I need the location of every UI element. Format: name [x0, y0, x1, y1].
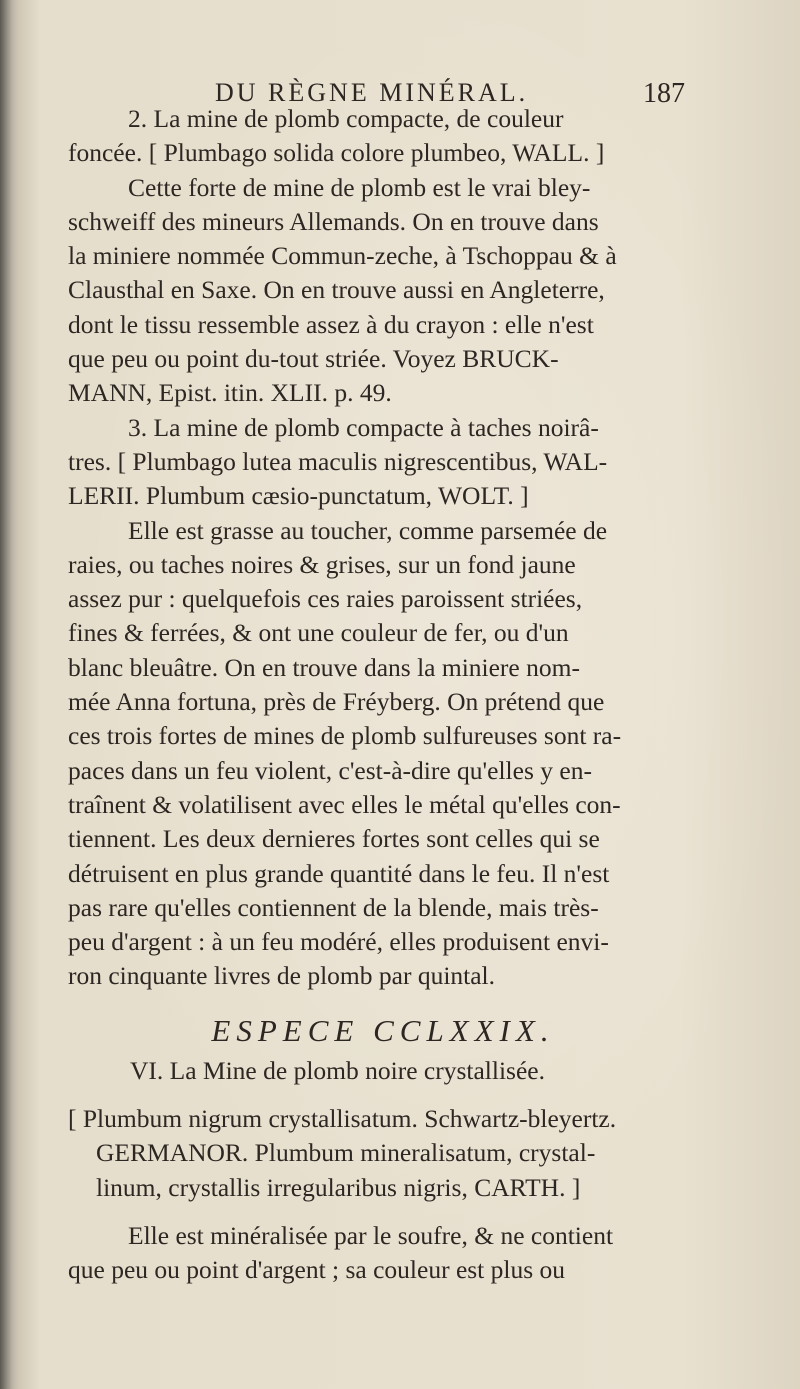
synonym-line: [ Plumbum nigrum crystallisatum. Schwartz-bleyertz. — [68, 1104, 617, 1134]
text-line: assez pur : quelquefois ces raies paroissent striées, — [68, 584, 583, 614]
text-line: détruisent en plus grande quantité dans le feu. Il n'est — [68, 858, 610, 888]
text-line: paces dans un feu violent, c'est-à-dire qu'elles y en- — [68, 755, 592, 785]
species-heading: ESPECE CCLXXIX. — [211, 1012, 555, 1048]
text-line: pas rare qu'elles contiennent de la blende, mais très- — [68, 892, 599, 922]
text-line: que peu ou point du-tout striée. Voyez BRUCK- — [68, 344, 559, 374]
text-line: foncée. [ Plumbago solida colore plumbeo, WALL. ] — [68, 138, 605, 168]
text-line: mée Anna fortuna, près de Fréyberg. On prétend que — [68, 687, 605, 717]
page-body-text — [68, 102, 698, 1288]
text-line: 3. La mine de plomb compacte à taches noirâ- — [128, 412, 599, 442]
text-line: LERII. Plumbum cæsio-punctatum, WOLT. ] — [68, 481, 529, 511]
synonym-line: GERMANOR. Plumbum mineralisatum, crystal- — [96, 1138, 596, 1168]
text-line: schweiff des mineurs Allemands. On en trouve dans — [68, 206, 599, 236]
text-line: tiennent. Les deux dernieres fortes sont celles qui se — [68, 824, 600, 854]
text-line: peu d'argent : à un feu modéré, elles produisent envi- — [68, 927, 609, 957]
text-line: traînent & volatilisent avec elles le métal qu'elles con- — [68, 789, 621, 819]
closing-line: Elle est minéralisée par le soufre, & ne contient — [128, 1220, 614, 1250]
text-line: Clausthal en Saxe. On en trouve aussi en Angleterre, — [68, 275, 605, 305]
spacer — [68, 994, 698, 1008]
text-line: ces trois fortes de mines de plomb sulfureuses sont ra- — [68, 721, 622, 751]
text-line: MANN, Epist. itin. XLII. p. 49. — [68, 378, 392, 408]
text-line: dont le tissu ressemble assez à du crayon : elle n'est — [68, 309, 594, 339]
text-line: ron cinquante livres de plomb par quintal. — [68, 961, 496, 991]
section-title: VI. La Mine de plomb noire crystallisée. — [130, 1055, 545, 1085]
synonym-line: linum, crystallis irregularibus nigris, CARTH. ] — [96, 1172, 581, 1202]
text-line: la miniere nommée Commun-zeche, à Tschoppau & à — [68, 241, 617, 271]
text-line: raies, ou taches noires & grises, sur un fond jaune — [68, 549, 576, 579]
text-line: Elle est grasse au toucher, comme parsemée de — [128, 515, 608, 545]
text-line: 2. La mine de plomb compacte, de couleur — [128, 104, 564, 133]
spacer — [68, 1205, 698, 1219]
text-line: blanc bleuâtre. On en trouve dans la miniere nom- — [68, 652, 580, 682]
page-gutter-shadow — [0, 0, 12, 1389]
text-line: fines & ferrées, & ont une couleur de fer, ou d'un — [68, 618, 569, 648]
running-title: DU RÈGNE MINÉRAL. — [215, 78, 529, 107]
text-line: tres. [ Plumbago lutea maculis nigrescentibus, WAL- — [68, 446, 608, 476]
closing-line: que peu ou point d'argent ; sa couleur est plus ou — [68, 1255, 566, 1285]
text-line: Cette forte de mine de plomb est le vrai bley- — [128, 172, 591, 202]
spacer — [68, 1088, 698, 1102]
page-number: 187 — [643, 78, 685, 109]
